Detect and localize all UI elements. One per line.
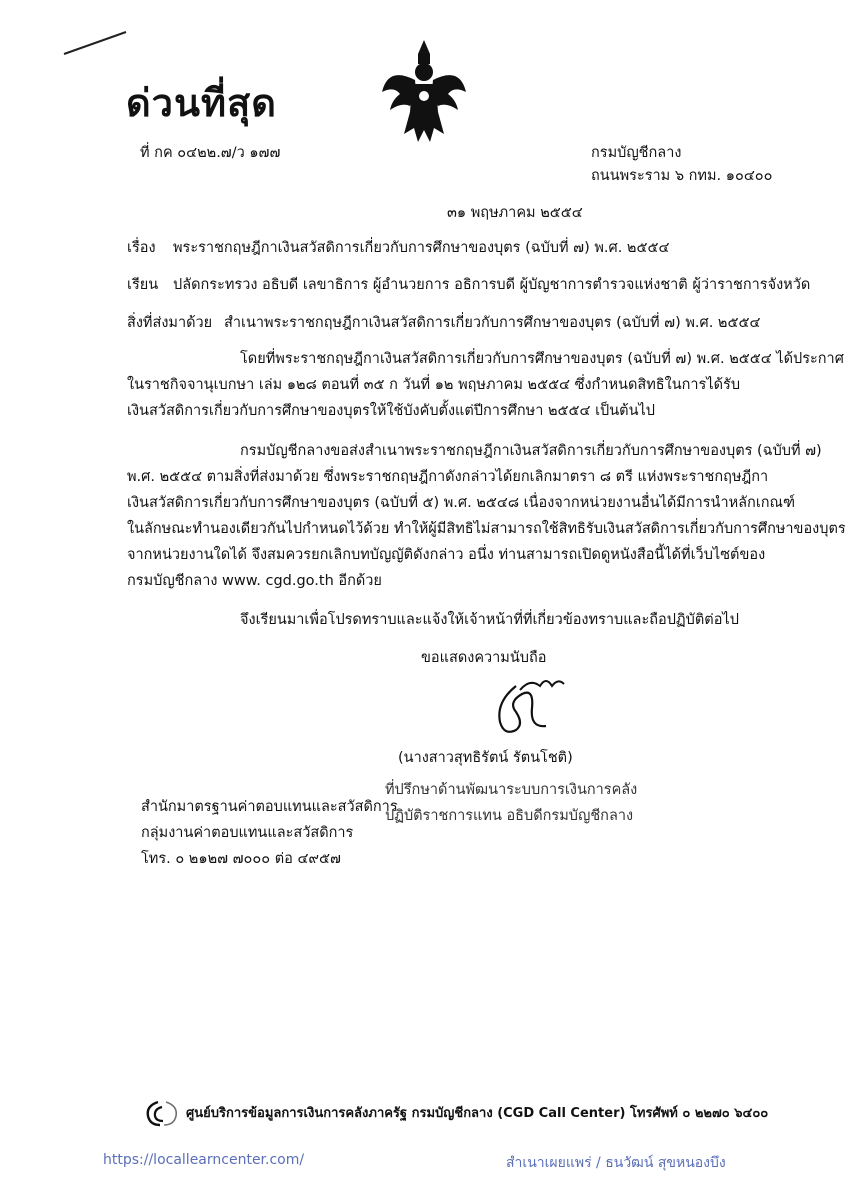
signer-position-1: ที่ปรึกษาด้านพัฒนาระบบการเงินการคลัง bbox=[385, 782, 638, 798]
recipient-label: เรียน bbox=[127, 277, 159, 293]
signature-icon bbox=[486, 672, 576, 742]
contact-group: กลุ่มงานค่าตอบแทนและสวัสดิการ bbox=[141, 825, 354, 841]
body-paragraph-1-line-3: เงินสวัสดิการเกี่ยวกับการศึกษาของบุตรให้ใช้บังคับตั้งแต่ปีการศึกษา ๒๕๕๔ เป็นต้นไป bbox=[127, 403, 655, 419]
publisher-credit: สำเนาเผยแพร่ / ธนวัฒน์ สุขหนองบึง bbox=[506, 1155, 726, 1171]
body-paragraph-2-line-4: ในลักษณะทำนองเดียวกันไปกำหนดไว้ด้วย ทำให้ผู้มีสิทธิไม่สามารถใช้สิทธิรับเงินสวัสดิการเกี่ยวกับการศึกษาของบุตร bbox=[127, 521, 846, 537]
body-paragraph-2-line-6: กรมบัญชีกลาง www. cgd.go.th อีกด้วย bbox=[127, 573, 382, 589]
signer-name: (นางสาวสุทธิรัตน์ รัตนโชติ) bbox=[398, 750, 573, 766]
body-paragraph-2-line-2: พ.ศ. ๒๕๕๔ ตามสิ่งที่ส่งมาด้วย ซึ่งพระราชกฤษฎีกาดังกล่าวได้ยกเลิกมาตรา ๘ ตรี แห่งพระราชกฤษฎีกา bbox=[127, 469, 769, 485]
body-paragraph-1-line-1: โดยที่พระราชกฤษฎีกาเงินสวัสดิการเกี่ยวกับการศึกษาของบุตร (ฉบับที่ ๗) พ.ศ. ๒๕๕๔ ได้ประกาศ bbox=[240, 351, 844, 367]
body-paragraph-1-line-2: ในราชกิจจานุเบกษา เล่ม ๑๒๘ ตอนที่ ๓๕ ก วันที่ ๑๒ พฤษภาคม ๒๕๕๔ ซึ่งกำหนดสิทธิในการได้รับ bbox=[127, 377, 741, 393]
reference-number: ที่ กค ๐๔๒๒.๗/ว ๑๗๗ bbox=[140, 145, 281, 161]
enclosure-text: สำเนาพระราชกฤษฎีกาเงินสวัสดิการเกี่ยวกับการศึกษาของบุตร (ฉบับที่ ๗) พ.ศ. ๒๕๕๔ bbox=[224, 315, 761, 331]
enclosure-label: สิ่งที่ส่งมาด้วย bbox=[127, 315, 213, 331]
signer-position-2: ปฏิบัติราชการแทน อธิบดีกรมบัญชีกลาง bbox=[385, 808, 634, 824]
contact-office: สำนักมาตรฐานค่าตอบแทนและสวัสดิการ bbox=[141, 799, 398, 815]
footer-call-center: ศูนย์บริการข้อมูลการเงินการคลังภาครัฐ กรมบัญชีกลาง (CGD Call Center) โทรศัพท์ ๐ ๒๒๗๐ ๖๔๐๐ bbox=[186, 1106, 769, 1121]
contact-phone: โทร. ๐ ๒๑๒๗ ๗๐๐๐ ต่อ ๔๙๕๗ bbox=[141, 851, 341, 867]
subject-label: เรื่อง bbox=[127, 240, 156, 256]
cgd-logo-icon bbox=[144, 1098, 180, 1128]
recipient-text: ปลัดกระทรวง อธิบดี เลขาธิการ ผู้อำนวยการ อธิการบดี ผู้บัญชาการตำรวจแห่งชาติ ผู้ว่าราชการจังหวัด bbox=[173, 277, 811, 293]
garuda-emblem-icon bbox=[378, 36, 470, 148]
organization-address: ถนนพระราม ๖ กทม. ๑๐๔๐๐ bbox=[591, 168, 773, 184]
body-paragraph-3: จึงเรียนมาเพื่อโปรดทราบและแจ้งให้เจ้าหน้าที่ที่เกี่ยวข้องทราบและถือปฏิบัติต่อไป bbox=[240, 612, 739, 628]
source-url-link[interactable]: https://locallearncenter.com/ bbox=[103, 1152, 305, 1168]
body-paragraph-2-line-5: จากหน่วยงานใดได้ จึงสมควรยกเลิกบทบัญญัติดังกล่าว อนึ่ง ท่านสามารถเปิดดูหนังสือนี้ได้ที่เว็บไซต์ของ bbox=[127, 547, 766, 563]
organization-name: กรมบัญชีกลาง bbox=[591, 145, 682, 161]
closing-regards: ขอแสดงความนับถือ bbox=[421, 650, 547, 666]
pen-mark-icon bbox=[60, 28, 130, 58]
body-paragraph-2-line-1: กรมบัญชีกลางขอส่งสำเนาพระราชกฤษฎีกาเงินสวัสดิการเกี่ยวกับการศึกษาของบุตร (ฉบับที่ ๗) bbox=[240, 443, 822, 459]
subject-text: พระราชกฤษฎีกาเงินสวัสดิการเกี่ยวกับการศึกษาของบุตร (ฉบับที่ ๗) พ.ศ. ๒๕๕๔ bbox=[173, 240, 670, 256]
urgency-heading: ด่วนที่สุด bbox=[126, 81, 277, 125]
body-paragraph-2-line-3: เงินสวัสดิการเกี่ยวกับการศึกษาของบุตร (ฉบับที่ ๕) พ.ศ. ๒๕๔๘ เนื่องจากหน่วยงานอื่นได้มีการนำหลักเกณฑ์ bbox=[127, 495, 796, 511]
document-date: ๓๑ พฤษภาคม ๒๕๕๔ bbox=[447, 205, 583, 221]
